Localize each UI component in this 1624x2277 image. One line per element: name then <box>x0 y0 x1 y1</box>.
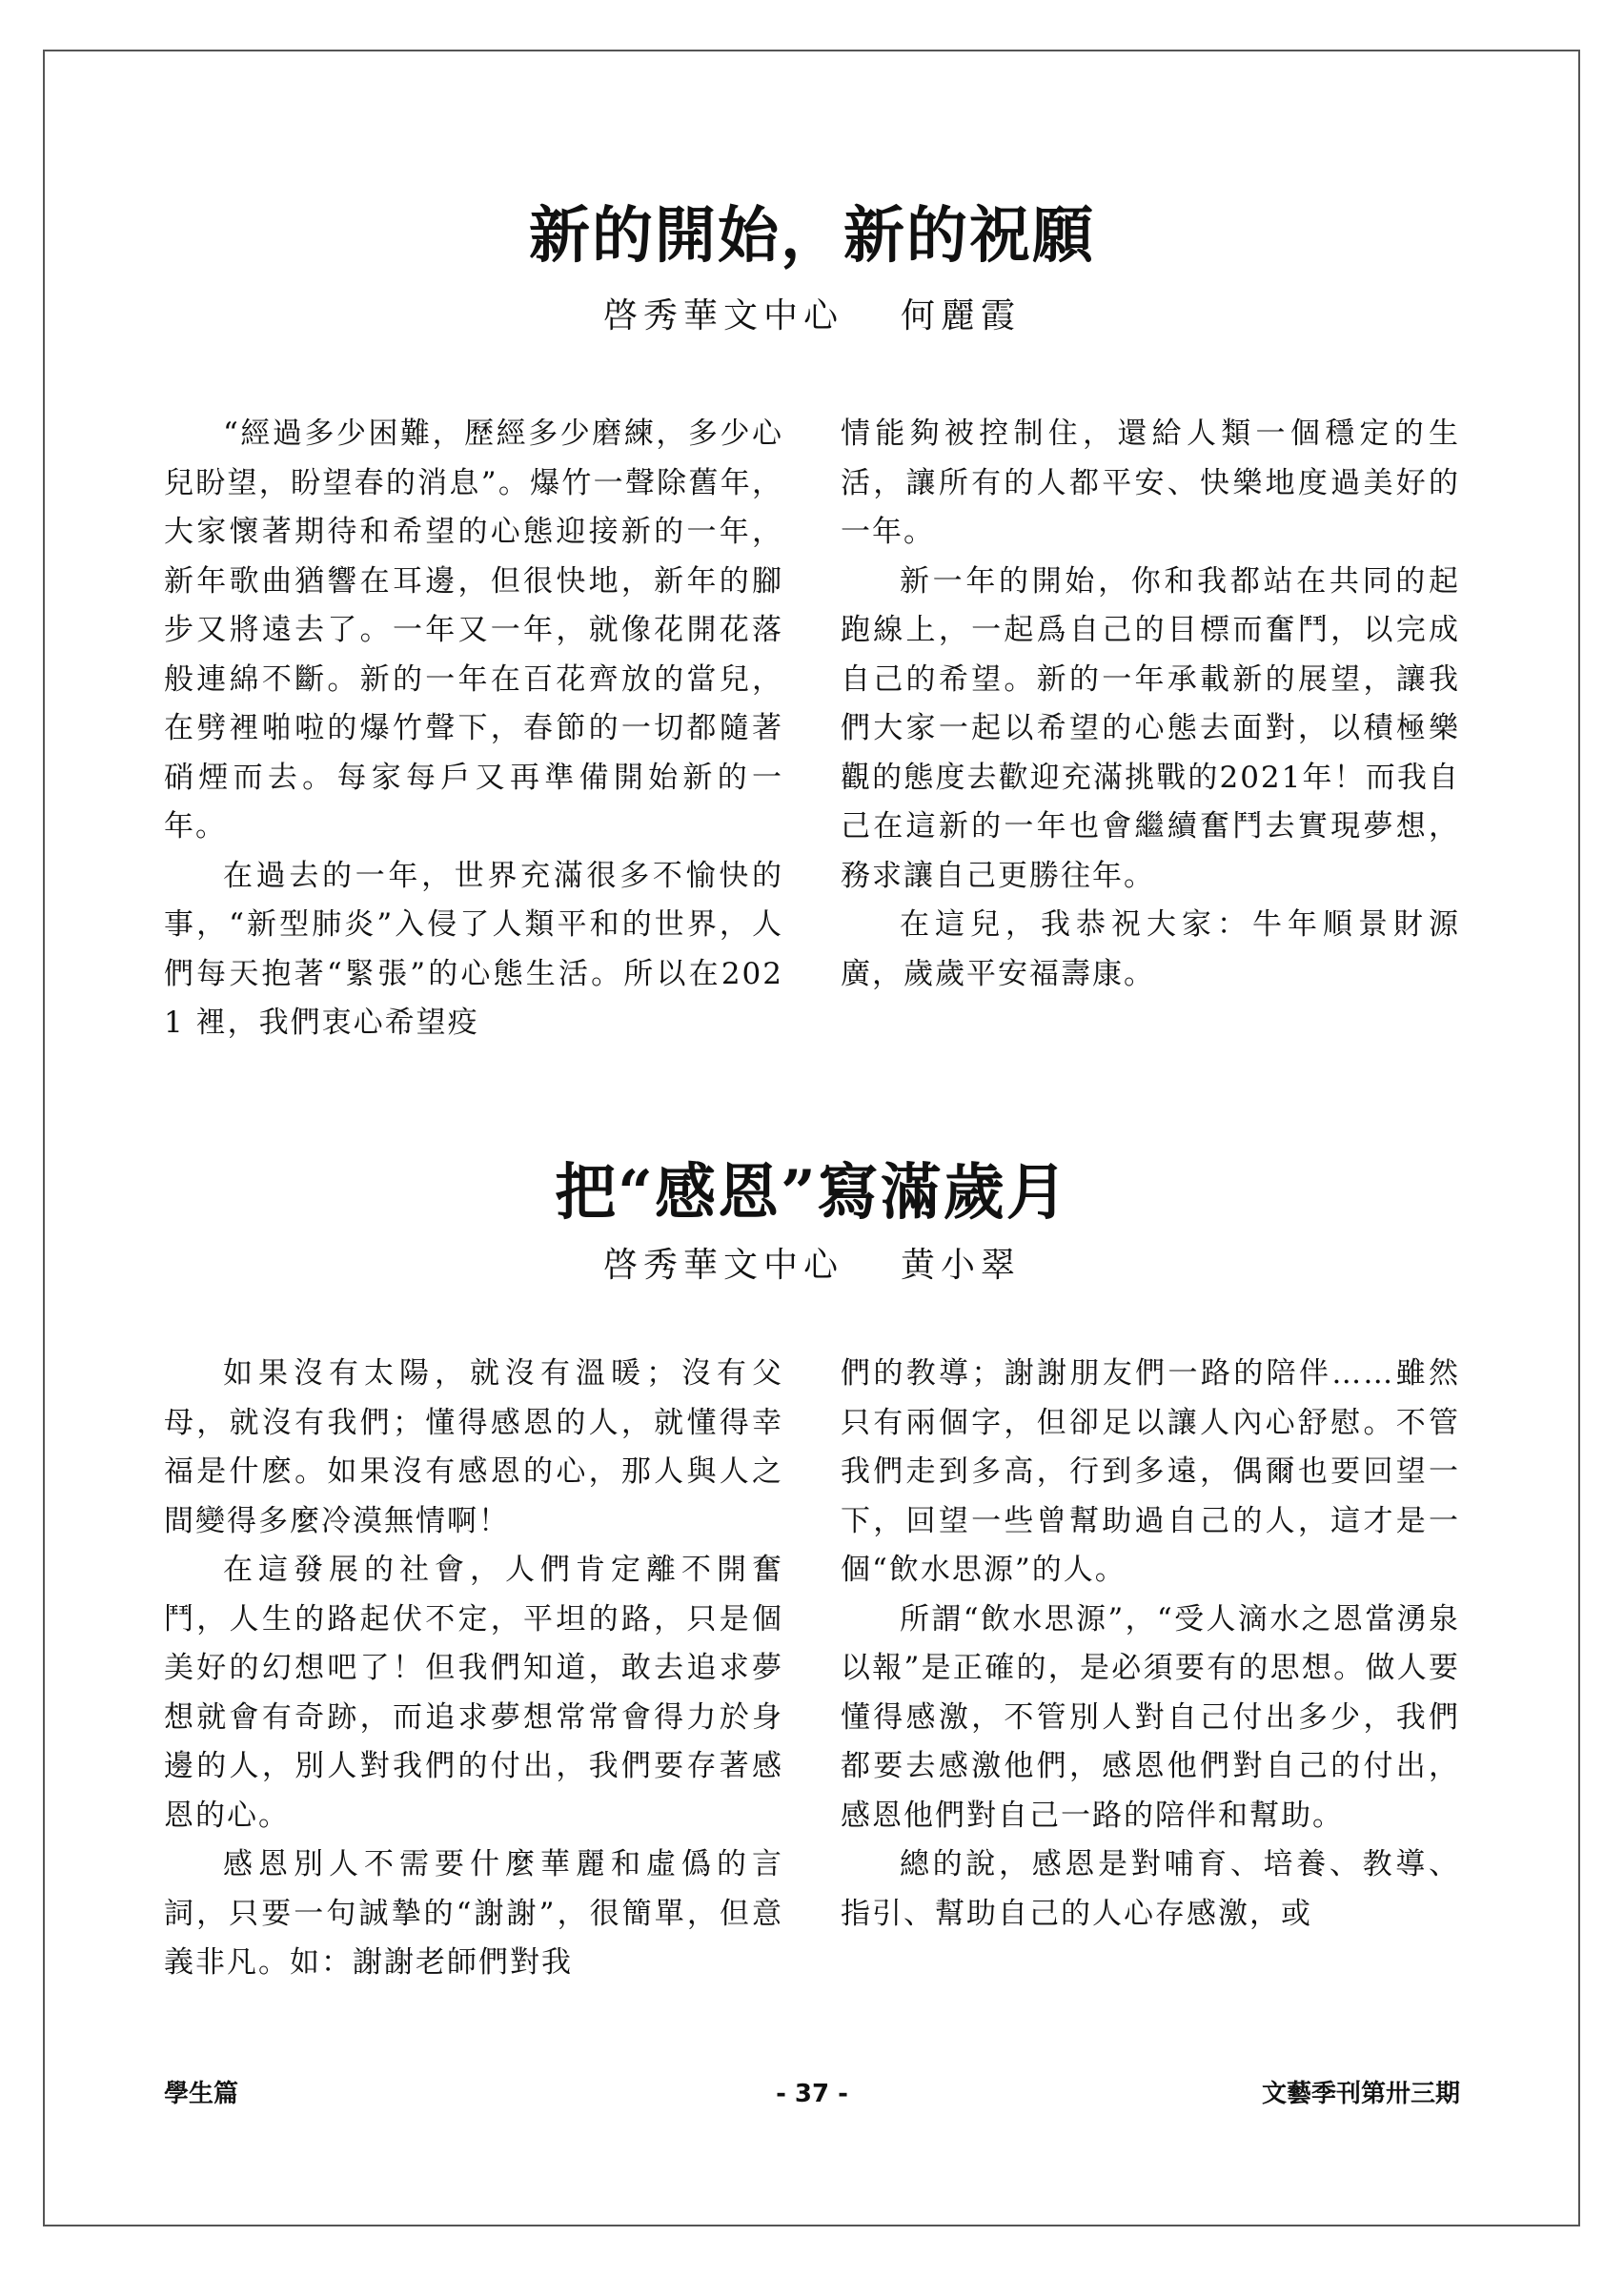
article2-author: 黄小翠 <box>901 1246 1022 1285</box>
article2-title: 把“感恩”寫滿歲月 <box>555 1157 1069 1229</box>
footer-section: 學生篇 <box>164 2080 239 2108</box>
article1-paragraph: “經過多少困難，歷經多少磨練，多少心兒盼望，盼望春的消息”。爆竹一聲除舊年，大家懷著期待和希望的心態迎接新的一年，新年歌曲猶響在耳邊，但很快地，新年的腳步又將遠去了。一年又一年，就像花開花落般連綿不斷。新的一年在百花齊放的當兒，在劈裡啪啦的爆竹聲下，春節的一切都隨著硝煙而去。每家每戶又再準備開始新的一年。 <box>164 417 783 844</box>
footer-page-number: - 37 - <box>776 2080 848 2108</box>
article2-paragraph: 如果沒有太陽，就沒有溫暖；沒有父母，就沒有我們；懂得感恩的人，就懂得幸福是什麽。如果沒有感恩的心，那人與人之間變得多麼冷漠無情啊！ <box>164 1356 783 1538</box>
article2-organization: 啓秀華文中心 <box>602 1246 843 1285</box>
article1-title: 新的開始，新的祝願 <box>529 200 1095 272</box>
article2-paragraph: 所謂“飲水思源”，“受人滴水之恩當湧泉以報”是正確的，是必須要有的思想。做人要懂得感激，不管別人對自己付出多少，我們都要去感激他們，感恩他們對自己的付出，感恩他們對自己一路的陪伴和幫助。 <box>841 1601 1460 1833</box>
article2-paragraph: 在這發展的社會，人們肯定離不開奮鬥，人生的路起伏不定，平坦的路，只是個美好的幻想吧了！但我們知道，敢去追求夢想就會有奇跡，而追求夢想常常會得力於身邊的人，別人對我們的付出，我們要存著感恩的心。 <box>164 1553 783 1833</box>
article1-paragraph: 在過去的一年，世界充滿很多不愉快的事，“新型肺炎”入侵了人類平和的世界，人們每天抱著“緊張”的心態生活。所以在2021 裡，我們衷心希望疫 <box>164 858 783 1040</box>
article2-paragraph: 們的教導；謝謝朋友們一路的陪伴……雖然只有兩個字，但卻足以讓人內心舒慰。不管我們走到多高，行到多遠，偶爾也要回望一下，回望一些曾幫助過自己的人，這才是一個“飲水思源”的人。 <box>841 1356 1460 1587</box>
article1-left-column <box>164 410 783 1048</box>
article1-right-column <box>841 410 1460 999</box>
article1-paragraph: 新一年的開始，你和我都站在共同的起跑線上，一起爲自己的目標而奮鬥，以完成自己的希望。新的一年承載新的展望，讓我們大家一起以希望的心態去面對，以積極樂觀的態度去歡迎充滿挑戰的2021年！而我自己在這新的一年也會繼續奮鬥去實現夢想，務求讓自己更勝往年。 <box>841 563 1460 893</box>
article1-author: 何麗霞 <box>901 296 1022 335</box>
article2-left-column <box>164 1350 783 1988</box>
article1-paragraph: 在這兒，我恭祝大家：牛年順景財源廣，歲歲平安福壽康。 <box>841 907 1460 991</box>
article1-byline <box>0 296 1624 335</box>
article1-paragraph: 情能夠被控制住，還給人類一個穩定的生活，讓所有的人都平安、快樂地度過美好的一年。 <box>841 417 1460 549</box>
article2-right-column <box>841 1350 1460 1939</box>
article2-byline <box>0 1246 1624 1285</box>
footer-publication: 文藝季刊第卅三期 <box>1261 2080 1460 2108</box>
article2-paragraph: 總的說，感恩是對哺育、培養、教導、指引、幫助自己的人心存感激，或 <box>841 1847 1460 1931</box>
article2-paragraph: 感恩別人不需要什麼華麗和虛僞的言詞，只要一句誠摯的“謝謝”，很簡單，但意義非凡。如：謝謝老師們對我 <box>164 1847 783 1980</box>
article1-organization: 啓秀華文中心 <box>602 296 843 335</box>
